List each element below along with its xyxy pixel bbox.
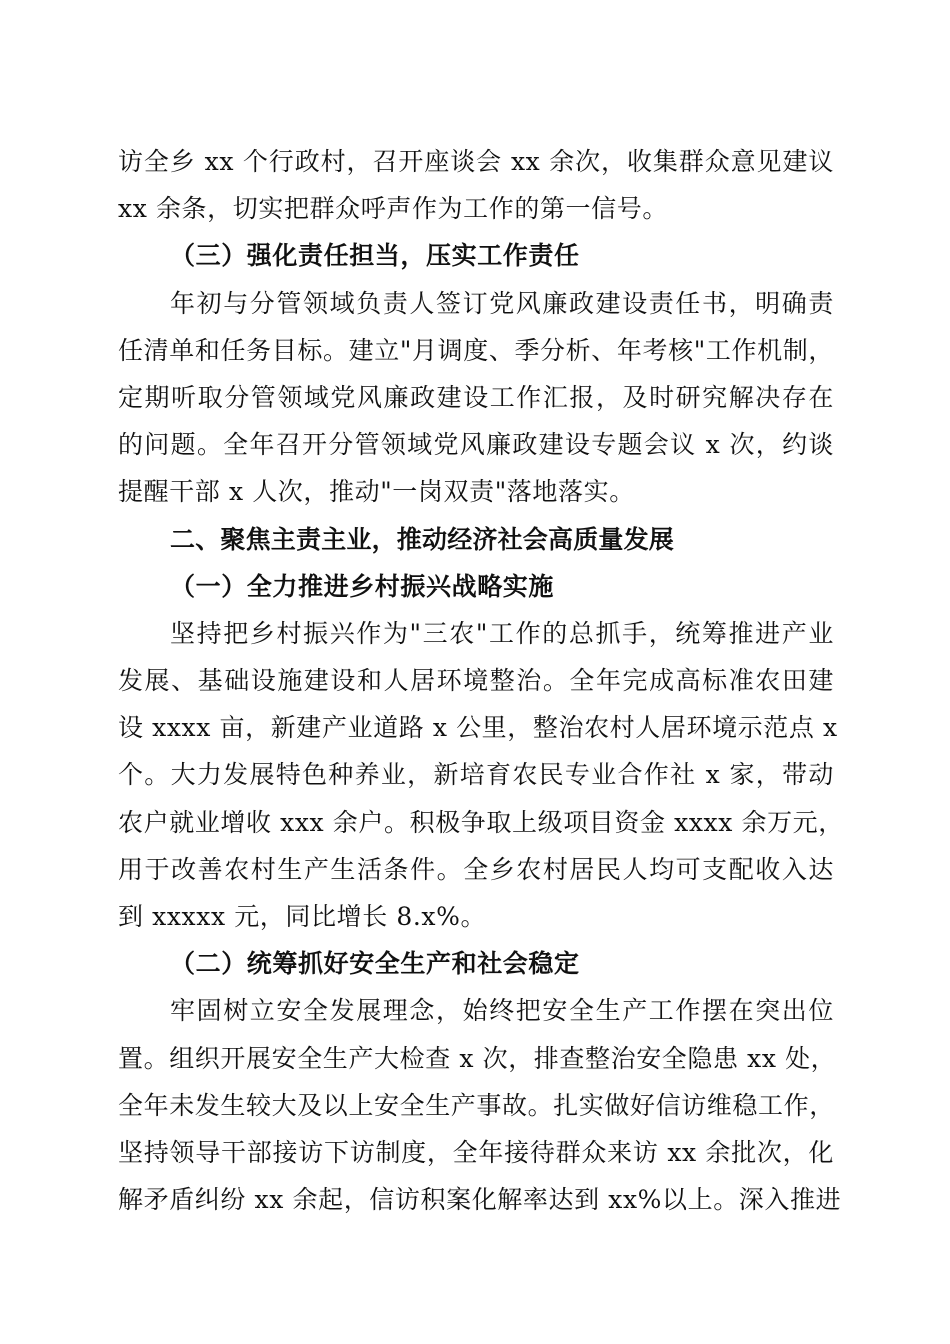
paragraph-line: 设 xxxx 亩，新建产业道路 x 公里，整治农村人居环境示范点 x <box>118 713 838 743</box>
paragraph-line: 解矛盾纠纷 xx 余起，信访积案化解率达到 xx%以上。深入推进 <box>118 1185 842 1215</box>
paragraph-line: xx 余条，切实把群众呼声作为工作的第一信号。 <box>118 194 668 224</box>
paragraph-line: 访全乡 xx 个行政村，召开座谈会 xx 余次，收集群众意见建议 <box>118 147 834 176</box>
paragraph-line: 全年未发生较大及以上安全生产事故。扎实做好信访维稳工作， <box>118 1090 835 1120</box>
paragraph-line: 置。组织开展安全生产大检查 x 次，排查整治安全隐患 xx 处， <box>118 1043 837 1073</box>
paragraph-line: 的问题。全年召开分管领域党风廉政建设专题会议 x 次，约谈 <box>118 430 834 460</box>
paragraph-line: 农户就业增收 xxx 余户。积极争取上级项目资金 xxxx 余万元， <box>118 807 844 837</box>
paragraph-line: 发展、基础设施建设和人居环境整治。全年完成高标准农田建 <box>118 666 834 696</box>
paragraph-line: 坚持把乡村振兴作为"三农"工作的总抓手，统筹推进产业 <box>170 618 834 648</box>
paragraph-line: 个。大力发展特色种养业，新培育农民专业合作社 x 家，带动 <box>118 760 834 790</box>
paragraph-line: 到 xxxxx 元，同比增长 8.x%。 <box>118 902 487 931</box>
section-heading-3: （三）强化责任担当，压实工作责任 <box>170 241 580 271</box>
paragraph-line: 年初与分管领域负责人签订党风廉政建设责任书，明确责 <box>170 288 834 318</box>
section-heading-2: （二）统筹抓好安全生产和社会稳定 <box>170 949 580 979</box>
paragraph-line: 用于改善农村生产生活条件。全乡农村居民人均可支配收入达 <box>118 854 834 884</box>
paragraph-line: 坚持领导干部接访下访制度，全年接待群众来访 xx 余批次，化 <box>118 1137 834 1167</box>
paragraph-line: 提醒干部 x 人次，推动"一岗双责"落地落实。 <box>118 477 635 507</box>
paragraph-line: 牢固树立安全发展理念，始终把安全生产工作摆在突出位 <box>170 996 834 1026</box>
section-heading-1: （一）全力推进乡村振兴战略实施 <box>170 571 555 601</box>
paragraph-line: 任清单和任务目标。建立"月调度、季分析、年考核"工作机制， <box>118 335 834 365</box>
document-body <box>118 138 844 1223</box>
paragraph-line: 定期听取分管领域党风廉政建设工作汇报，及时研究解决存在 <box>118 382 834 412</box>
chapter-heading-2: 二、聚焦主责主业，推动经济社会高质量发展 <box>170 524 675 554</box>
